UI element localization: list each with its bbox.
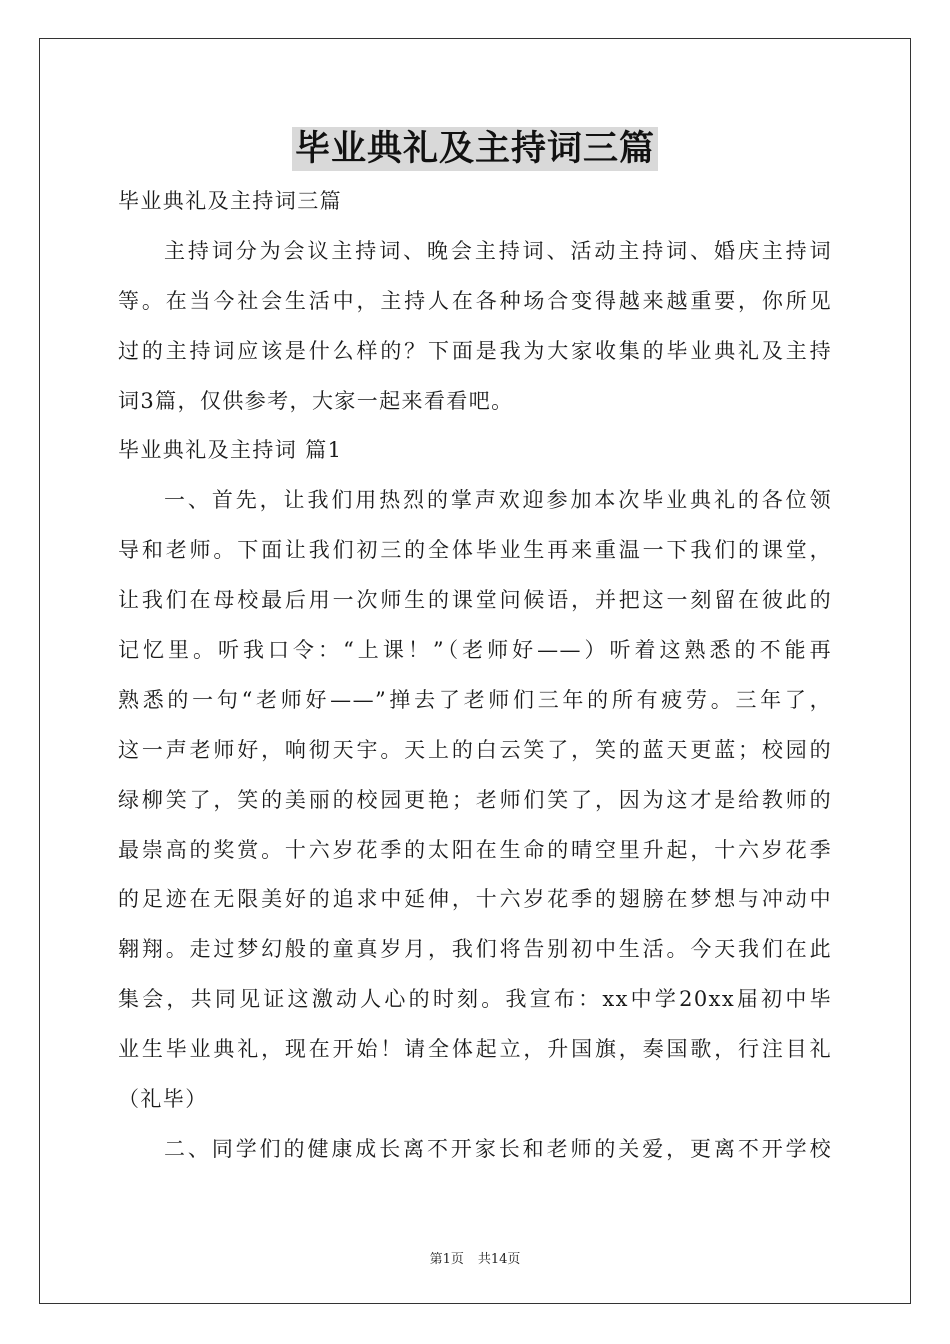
paragraph-line: 最崇高的奖赏。十六岁花季的太阳在生命的晴空里升起，十六岁花季 bbox=[118, 837, 832, 862]
paragraph-line: 记忆里。听我口令：“上课！”（老师好——）听着这熟悉的不能再 bbox=[118, 638, 832, 663]
page-number: 第1页 bbox=[429, 1252, 464, 1267]
title-container bbox=[0, 127, 950, 171]
paragraph-line: 主持词分为会议主持词、晚会主持词、活动主持词、婚庆主持词 bbox=[164, 238, 832, 263]
paragraph-line: 一、首先，让我们用热烈的掌声欢迎参加本次毕业典礼的各位领 bbox=[164, 488, 832, 513]
paragraph-line: 让我们在母校最后用一次师生的课堂问候语，并把这一刻留在彼此的 bbox=[118, 588, 832, 613]
section-heading: 毕业典礼及主持词 篇1 bbox=[118, 438, 343, 463]
document-title: 毕业典礼及主持词三篇 bbox=[292, 127, 658, 171]
paragraph-line: 等。在当今社会生活中，主持人在各种场合变得越来越重要，你所见 bbox=[118, 288, 832, 313]
paragraph-line: 绿柳笑了，笑的美丽的校园更艳；老师们笑了，因为这才是给教师的 bbox=[118, 787, 832, 812]
page-total: 共14页 bbox=[477, 1252, 521, 1267]
subtitle-line: 毕业典礼及主持词三篇 bbox=[118, 189, 342, 213]
paragraph-line: 过的主持词应该是什么样的？下面是我为大家收集的毕业典礼及主持 bbox=[118, 338, 832, 363]
document-body bbox=[118, 177, 832, 1175]
paragraph-line: 的足迹在无限美好的追求中延伸，十六岁花季的翅膀在梦想与冲动中 bbox=[118, 887, 832, 912]
paragraph-line: 二、同学们的健康成长离不开家长和老师的关爱，更离不开学校 bbox=[164, 1136, 832, 1161]
paragraph-line: 业生毕业典礼，现在开始！请全体起立，升国旗，奏国歌，行注目礼 bbox=[118, 1037, 832, 1062]
paragraph-line: 这一声老师好，响彻天宇。天上的白云笑了，笑的蓝天更蓝；校园的 bbox=[118, 737, 832, 762]
paragraph-line: 翱翔。走过梦幻般的童真岁月，我们将告别初中生活。今天我们在此 bbox=[118, 937, 832, 962]
paragraph-line: 熟悉的一句“老师好——”掸去了老师们三年的所有疲劳。三年了， bbox=[118, 687, 832, 712]
paragraph-line: （礼毕） bbox=[118, 1087, 208, 1112]
page-footer bbox=[0, 1248, 950, 1267]
paragraph-line: 词3篇，仅供参考，大家一起来看看吧。 bbox=[118, 388, 514, 413]
paragraph-line: 集会，共同见证这激动人心的时刻。我宣布：xx中学20xx届初中毕 bbox=[118, 987, 832, 1012]
paragraph-line: 导和老师。下面让我们初三的全体毕业生再来重温一下我们的课堂， bbox=[118, 538, 832, 563]
